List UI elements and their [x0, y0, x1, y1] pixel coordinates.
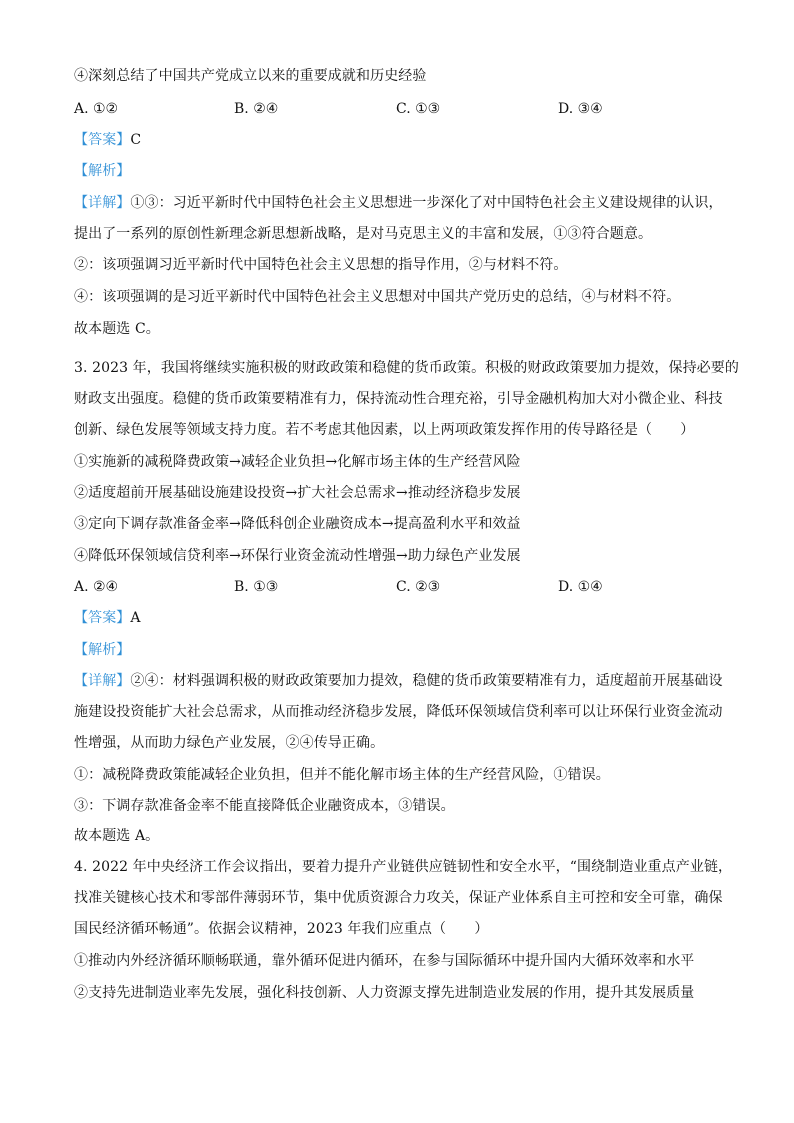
- option-c: C. ②③: [396, 579, 441, 595]
- question-2-options: [74, 99, 734, 119]
- question-3-statement-2: ②适度超前开展基础设施建设投资→扩大社会总需求→推动经济稳步发展: [74, 485, 521, 501]
- question-4-statement-1: ①推动内外经济循环顺畅联通，靠外循环促进内循环，在参与国际循环中提升国内大循环效率和水平: [74, 953, 695, 969]
- question-3-detail-line-2: 施建设投资能扩大社会总需求，从而推动经济稳步发展，降低环保领域信贷利率可以让环保行业资金流动: [74, 704, 723, 720]
- question-4-stem-line-1: 4. 2022 年中央经济工作会议指出，要着力提升产业链供应链韧性和安全水平，“围绕制造业重点产业链，: [74, 859, 733, 875]
- detail-label: 【详解】: [74, 673, 131, 689]
- question-4-stem-line-2: 找准关键核心技术和零部件薄弱环节，集中优质资源合力攻关，保证产业体系自主可控和安全可靠，确保: [74, 890, 723, 906]
- question-3-stem-line-2: 财政支出强度。稳健的货币政策要精准有力，保持流动性合理充裕，引导金融机构加大对小微企业、科技: [74, 391, 723, 407]
- option-c: C. ①③: [396, 101, 441, 117]
- question-3-stem-line-1: 3. 2023 年，我国将继续实施积极的财政政策和稳健的货币政策。积极的财政政策要加力提效，保持必要的: [74, 360, 739, 376]
- detail-label: 【详解】: [74, 195, 131, 211]
- question-2-detail-line-4: ④：该项强调的是习近平新时代中国特色社会主义思想对中国共产党历史的总结，④与材料不符。: [74, 289, 681, 305]
- question-3-statement-1: ①实施新的减税降费政策→减轻企业负担→化解市场主体的生产经营风险: [74, 454, 521, 470]
- question-4-stem-line-3: 国民经济循环畅通”。依据会议精神，2023 年我们应重点（ ）: [74, 921, 489, 937]
- question-2-answer: [74, 130, 734, 150]
- question-3-detail-line-5: ③：下调存款准备金率不能直接降低企业融资成本，③错误。: [74, 798, 455, 814]
- question-3-analysis-heading: [74, 640, 734, 660]
- option-b: B. ②④: [234, 101, 279, 117]
- option-a: A. ①②: [74, 101, 119, 117]
- option-d: D. ①④: [558, 579, 603, 595]
- question-2-detail-line-1: [74, 193, 734, 213]
- question-2-statement-4: ④深刻总结了中国共产党成立以来的重要成就和历史经验: [74, 68, 427, 84]
- option-b: B. ①③: [234, 579, 279, 595]
- question-2-analysis-heading: [74, 161, 734, 181]
- question-3-detail-line-1: [74, 671, 734, 691]
- question-3-statement-4: ④降低环保领域信贷利率→环保行业资金流动性增强→助力绿色产业发展: [74, 548, 521, 564]
- answer-value: C: [130, 132, 142, 148]
- question-3-conclusion: 故本题选 A。: [74, 828, 160, 844]
- question-3-stem-line-3: 创新、绿色发展等领域支持力度。若不考虑其他因素，以上两项政策发挥作用的传导路径是（ ）: [74, 422, 695, 438]
- answer-label: 【答案】: [74, 132, 131, 148]
- question-4-statement-2: ②支持先进制造业率先发展，强化科技创新、人力资源支撑先进制造业发展的作用，提升其发展质量: [74, 985, 695, 1001]
- answer-label: 【答案】: [74, 610, 131, 626]
- detail-text: ①③：习近平新时代中国特色社会主义思想进一步深化了对中国特色社会主义建设规律的认识，: [130, 195, 723, 211]
- option-a: A. ②④: [74, 579, 119, 595]
- question-2-conclusion: 故本题选 C。: [74, 321, 160, 337]
- question-3-detail-line-3: 性增强，从而助力绿色产业发展，②④传导正确。: [74, 735, 385, 751]
- question-3-answer: [74, 608, 734, 628]
- option-d: D. ③④: [558, 101, 603, 117]
- question-2-detail-line-3: ②：该项强调习近平新时代中国特色社会主义思想的指导作用，②与材料不符。: [74, 257, 568, 273]
- question-3-detail-line-4: ①：减税降费政策能减轻企业负担，但并不能化解市场主体的生产经营风险，①错误。: [74, 767, 610, 783]
- question-3-statement-3: ③定向下调存款准备金率→降低科创企业融资成本→提高盈利水平和效益: [74, 516, 521, 532]
- answer-value: A: [130, 610, 141, 626]
- analysis-label: 【解析】: [74, 163, 131, 179]
- detail-text: ②④：材料强调积极的财政政策要加力提效，稳健的货币政策要精准有力，适度超前开展基础设: [130, 673, 723, 689]
- question-2-detail-line-2: 提出了一系列的原创性新理念新思想新战略，是对马克思主义的丰富和发展，①③符合题意。: [74, 226, 653, 242]
- question-3-options: [74, 577, 734, 597]
- analysis-label: 【解析】: [74, 642, 131, 658]
